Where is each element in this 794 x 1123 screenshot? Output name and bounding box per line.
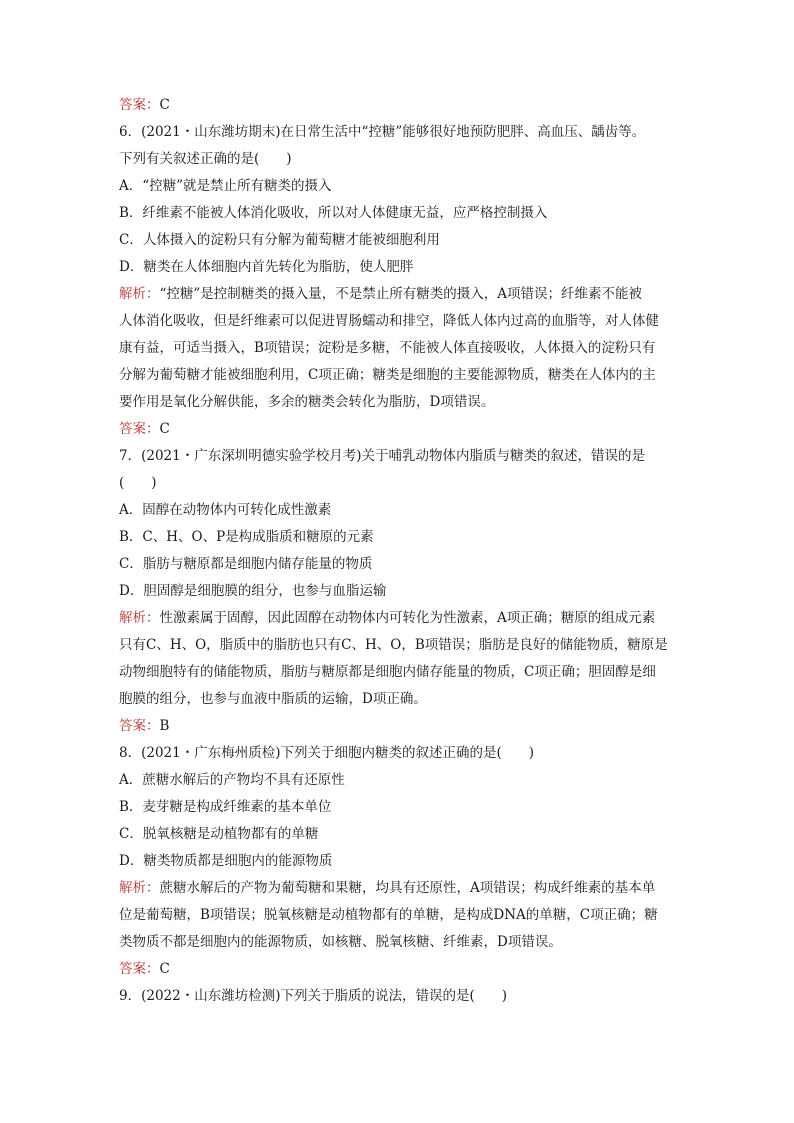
analysis-text: 只有C、H、O，脂质中的脂肪也只有C、H、O，B项错误；脂肪是良好的储能物质，糖原是 [119, 637, 668, 653]
answer-value: B [159, 718, 170, 734]
option-line: D．糖类在人体细胞内首先转化为脂肪，使人肥胖 [119, 259, 414, 275]
analysis-line [119, 605, 679, 632]
document-content [119, 92, 679, 1010]
analysis-text: 动物细胞特有的储能物质，脂肪与糖原都是细胞内储存能量的物质，C项正确；胆固醇是细 [119, 664, 656, 680]
analysis-line [119, 389, 679, 416]
option-line: C．人体摄入的淀粉只有分解为葡萄糖才能被细胞利用 [119, 232, 440, 248]
option-line: B．麦芽糖是构成纤维素的基本单位 [119, 799, 332, 815]
option-line: A．固醇在动物体内可转化成性激素 [119, 502, 332, 518]
analysis-label: 解析： [119, 286, 160, 302]
option-line: C．脱氧核糖是动植物都有的单糖 [119, 826, 319, 842]
analysis-label: 解析： [119, 610, 160, 626]
analysis-line [119, 659, 679, 686]
analysis-line [119, 362, 679, 389]
analysis-label: 解析： [119, 880, 160, 896]
option-line: A．“控糖”就是禁止所有糖类的摄入 [119, 178, 332, 194]
analysis-line [119, 902, 679, 929]
answer-line [119, 713, 679, 740]
answer-value: C [159, 961, 170, 977]
answer-line [119, 92, 679, 119]
analysis-text: 蔗糖水解后的产物为葡萄糖和果糖，均具有还原性，A项错误；构成纤维素的基本单 [159, 880, 656, 896]
answer-label: 答案： [119, 718, 160, 734]
answer-value: C [159, 421, 170, 437]
analysis-text: 康有益，可适当摄入，B项错误；淀粉是多糖，不能被人体直接吸收，人体摄入的淀粉只有 [119, 340, 656, 356]
analysis-line [119, 632, 679, 659]
analysis-text: 胞膜的组分，也参与血液中脂质的运输，D项正确。 [119, 691, 427, 707]
analysis-text: 性激素属于固醇，因此固醇在动物体内可转化为性激素，A项正确；糖原的组成元素 [159, 610, 656, 626]
question-stem-line: 7．(2021・广东深圳明德实验学校月考)关于哺乳动物体内脂质与糖类的叙述，错误的是 [119, 448, 645, 464]
answer-label: 答案： [119, 97, 160, 113]
analysis-text: 类物质不都是细胞内的能源物质，如核糖、脱氧核糖、纤维素，D项错误。 [119, 934, 562, 950]
question-stem-line: ( ) [119, 475, 157, 491]
analysis-line [119, 281, 679, 308]
option-line: A．蔗糖水解后的产物均不具有还原性 [119, 772, 345, 788]
option-line: D．糖类物质都是细胞内的能源物质 [119, 853, 333, 869]
analysis-text: 人体消化吸收，但是纤维素可以促进胃肠蠕动和排空，降低人体内过高的血脂等，对人体健 [119, 313, 659, 329]
analysis-line [119, 308, 679, 335]
analysis-text: “控糖”是控制糖类的摄入量，不是禁止所有糖类的摄入，A项错误；纤维素不能被 [159, 286, 643, 302]
option-line: D．胆固醇是细胞膜的组分，也参与血脂运输 [119, 583, 387, 599]
analysis-text: 要作用是氧化分解供能，多余的糖类会转化为脂肪，D项错误。 [119, 394, 495, 410]
analysis-line [119, 686, 679, 713]
analysis-line [119, 875, 679, 902]
option-line: B．纤维素不能被人体消化吸收，所以对人体健康无益，应严格控制摄入 [119, 205, 548, 221]
question-stem-line: 6．(2021・山东潍坊期末)在日常生活中“控糖”能够很好地预防肥胖、高血压、龋齿等。 [119, 124, 646, 140]
question-stem-line: 8．(2021・广东梅州质检)下列关于细胞内糖类的叙述正确的是( ) [119, 745, 535, 761]
answer-value: C [159, 97, 170, 113]
answer-line [119, 956, 679, 983]
analysis-line [119, 929, 679, 956]
answer-label: 答案： [119, 421, 160, 437]
answer-label: 答案： [119, 961, 160, 977]
analysis-line [119, 335, 679, 362]
answer-line [119, 416, 679, 443]
analysis-text: 分解为葡萄糖才能被细胞利用，C项正确；糖类是细胞的主要能源物质，糖类在人体内的主 [119, 367, 656, 383]
analysis-text: 位是葡萄糖，B项错误；脱氧核糖是动植物都有的单糖，是构成DNA的单糖，C项正确；糖 [119, 907, 658, 923]
option-line: C．脂肪与糖原都是细胞内储存能量的物质 [119, 556, 373, 572]
question-stem-line: 9．(2022・山东潍坊检测)下列关于脂质的说法，错误的是( ) [119, 988, 508, 1004]
question-stem-line: 下列有关叙述正确的是( ) [119, 151, 292, 167]
option-line: B．C、H、O、P是构成脂质和糖原的元素 [119, 529, 374, 545]
